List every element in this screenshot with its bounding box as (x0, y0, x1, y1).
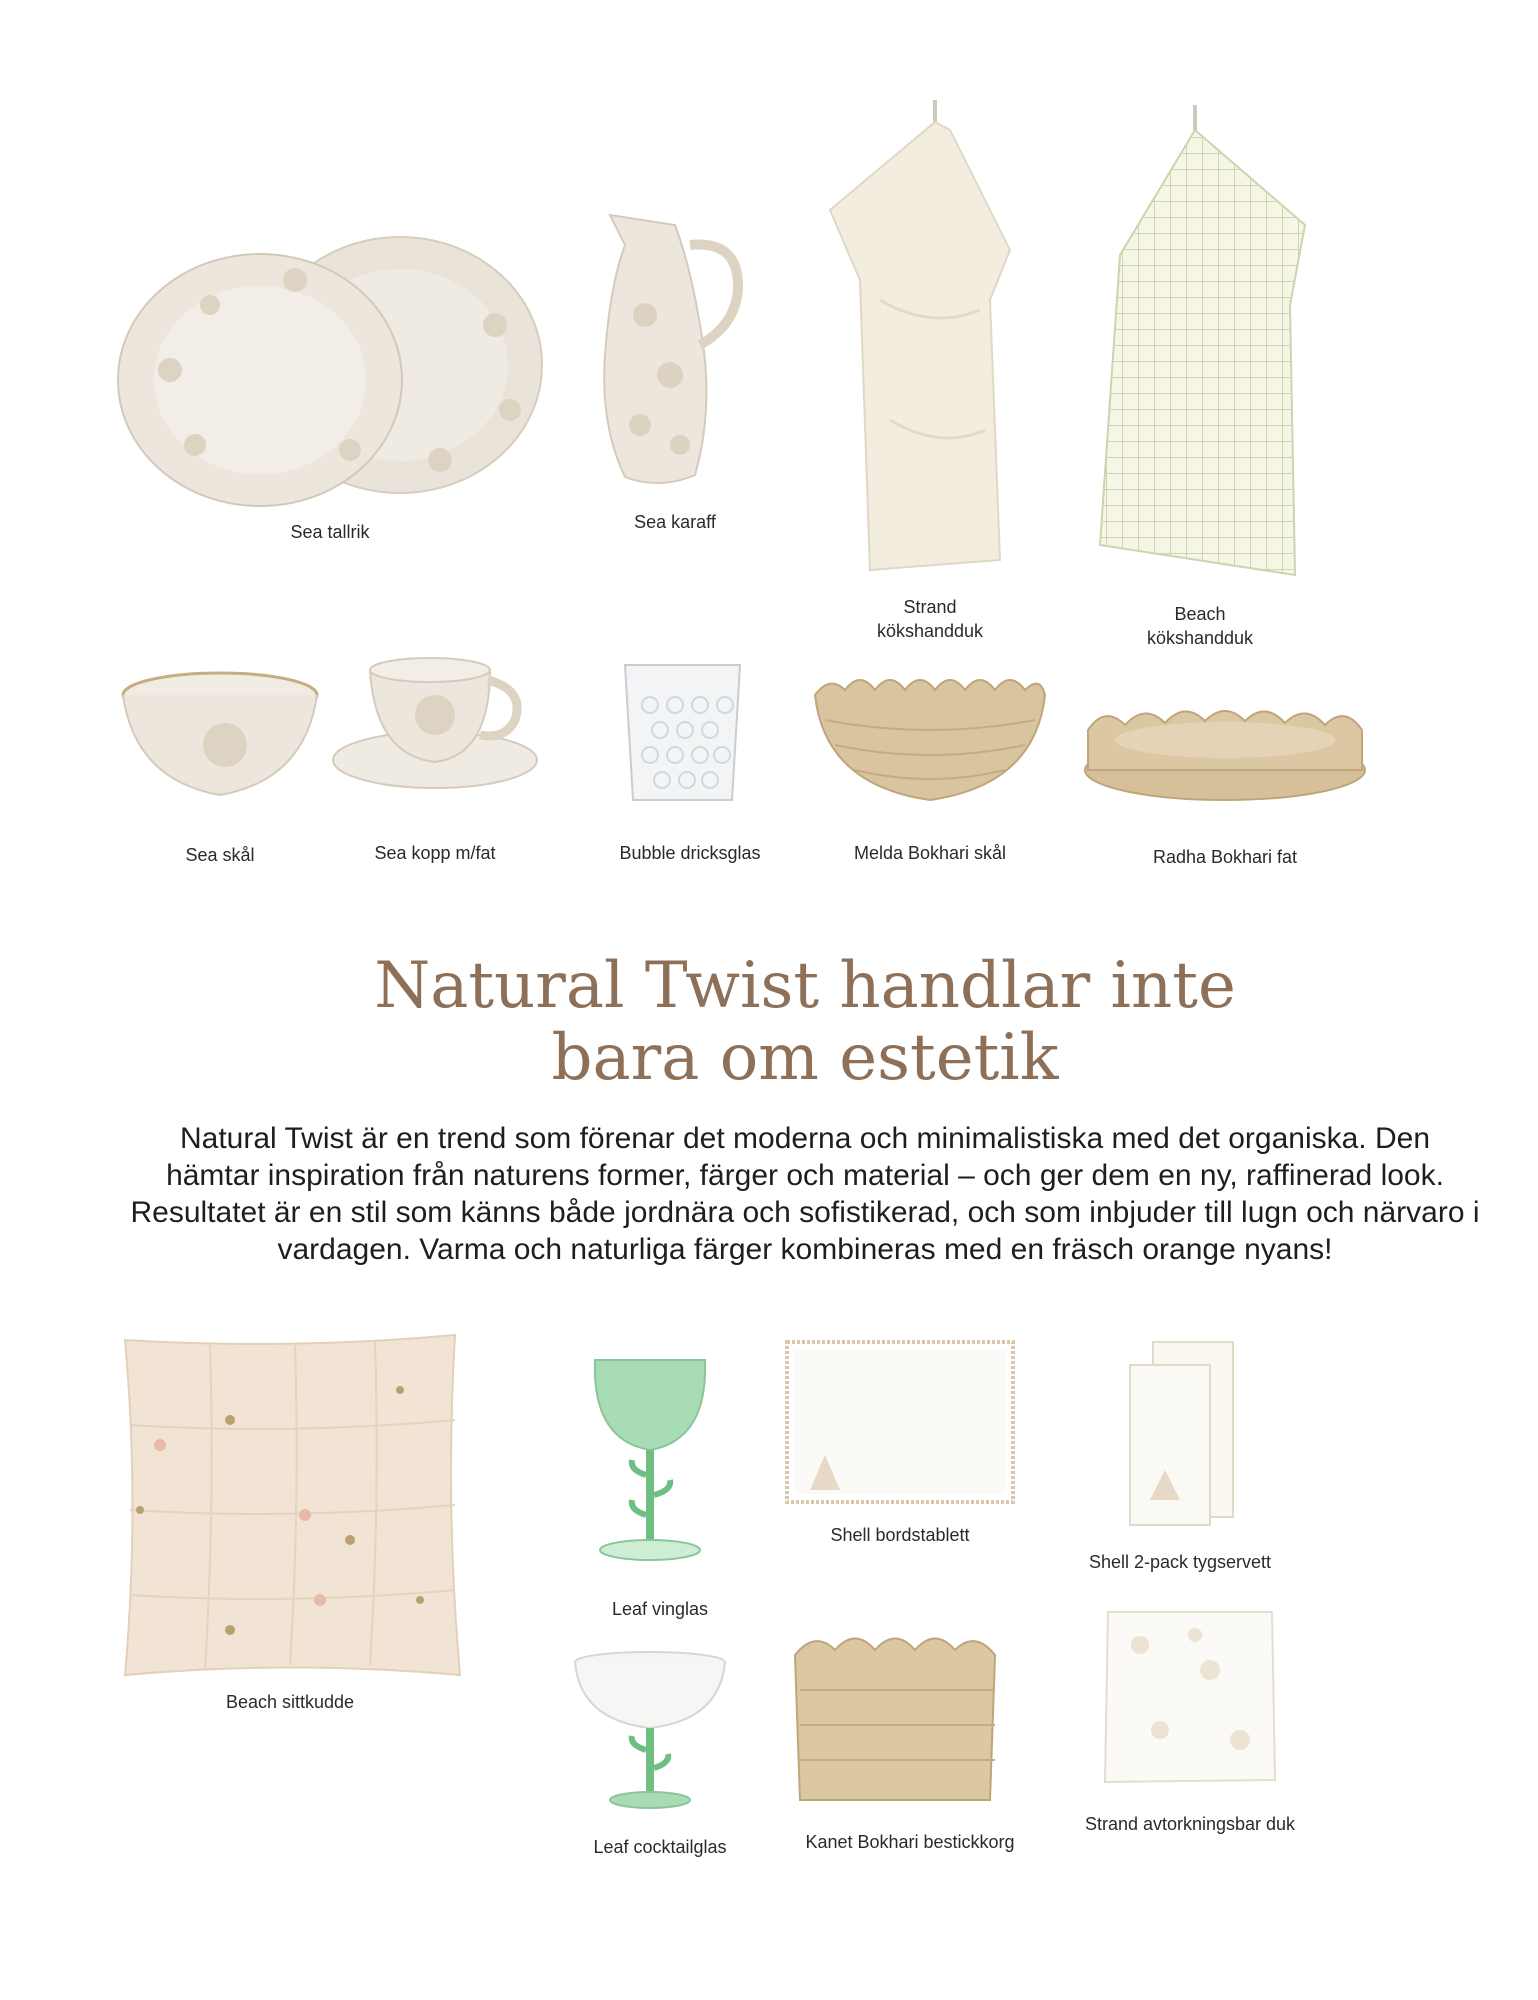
intro-paragraph: Natural Twist är en trend som förenar det moderna och minimalistiska med det organiska. Den hämtar inspiration från naturens former, färger och material – och ger dem en ny, raffinerad look. Resultatet är en stil som känns både jordnära och sofistikerad, och som inbjuder till lugn och närvaro i vardagen. Varma och naturliga färger kombineras med en fräsch orange nyans! (130, 1122, 1480, 1266)
headline-line-2: bara om estetik (551, 1021, 1059, 1095)
wine-glass-image (580, 1355, 740, 1565)
product-sea-kopp[interactable] (330, 650, 540, 870)
caption: Leaf vinglas (611, 1599, 709, 1619)
caption: Strand avtorkningsbar duk (1084, 1814, 1296, 1834)
product-beach-kokshandduk[interactable] (1090, 105, 1310, 648)
product-strand-kokshandduk[interactable] (820, 100, 1020, 640)
headline-line-1: Natural Twist handlar inte (374, 949, 1236, 1023)
glass-image (590, 660, 790, 805)
product-leaf-cocktailglas[interactable] (570, 1650, 740, 1860)
napkins-image (1125, 1340, 1235, 1530)
plates-image (110, 230, 550, 510)
caption: Kanet Bokhari bestickkorg (805, 1832, 1015, 1852)
product-leaf-vinglas[interactable] (580, 1355, 740, 1625)
product-melda-bokhari-skal[interactable] (810, 670, 1050, 870)
product-sea-karaff[interactable] (590, 205, 760, 532)
basket-bowl-image (810, 670, 1050, 805)
product-radha-bokhari-fat[interactable] (1080, 695, 1370, 875)
caption: Sea karaff (634, 512, 716, 532)
cocktail-glass-image (570, 1650, 740, 1810)
caption: Beach kökshandduk (1146, 604, 1254, 648)
towel-image (820, 100, 1020, 580)
product-beach-sittkudde[interactable] (120, 1330, 460, 1730)
caption: Shell bordstablett (830, 1525, 970, 1545)
caption: Melda Bokhari skål (853, 843, 1007, 863)
caption: Leaf cocktailglas (593, 1837, 727, 1857)
cushion-image (120, 1330, 460, 1680)
product-shell-tygservett[interactable] (1088, 1340, 1272, 1580)
caption: Shell 2-pack tygservett (1088, 1552, 1272, 1572)
basket-tray-image (1080, 695, 1370, 805)
product-sea-tallrik[interactable] (110, 230, 550, 542)
bowl-image (120, 670, 320, 800)
caption: Sea tallrik (290, 522, 370, 542)
caption: Sea skål (185, 845, 255, 865)
caption: Beach sittkudde (225, 1692, 355, 1712)
placemat-image (785, 1340, 1015, 1505)
cutlery-basket-image (790, 1625, 1030, 1805)
caption: Strand kökshandduk (876, 597, 984, 641)
product-shell-bordstablett[interactable] (785, 1340, 1015, 1555)
caption: Sea kopp m/fat (374, 843, 496, 863)
caption: Radha Bokhari fat (1152, 847, 1298, 867)
tablecloth-image (1100, 1610, 1280, 1785)
product-kanet-bokhari-bestickkorg[interactable] (790, 1625, 1030, 1865)
page-title (200, 950, 1410, 1094)
checked-towel-image (1090, 105, 1310, 585)
cup-image (330, 650, 540, 790)
product-strand-duk[interactable] (1084, 1610, 1296, 1850)
caption: Bubble dricksglas (619, 843, 761, 863)
carafe-image (590, 205, 760, 495)
product-sea-skal[interactable] (120, 670, 320, 870)
product-bubble-dricksglas[interactable] (590, 660, 790, 870)
